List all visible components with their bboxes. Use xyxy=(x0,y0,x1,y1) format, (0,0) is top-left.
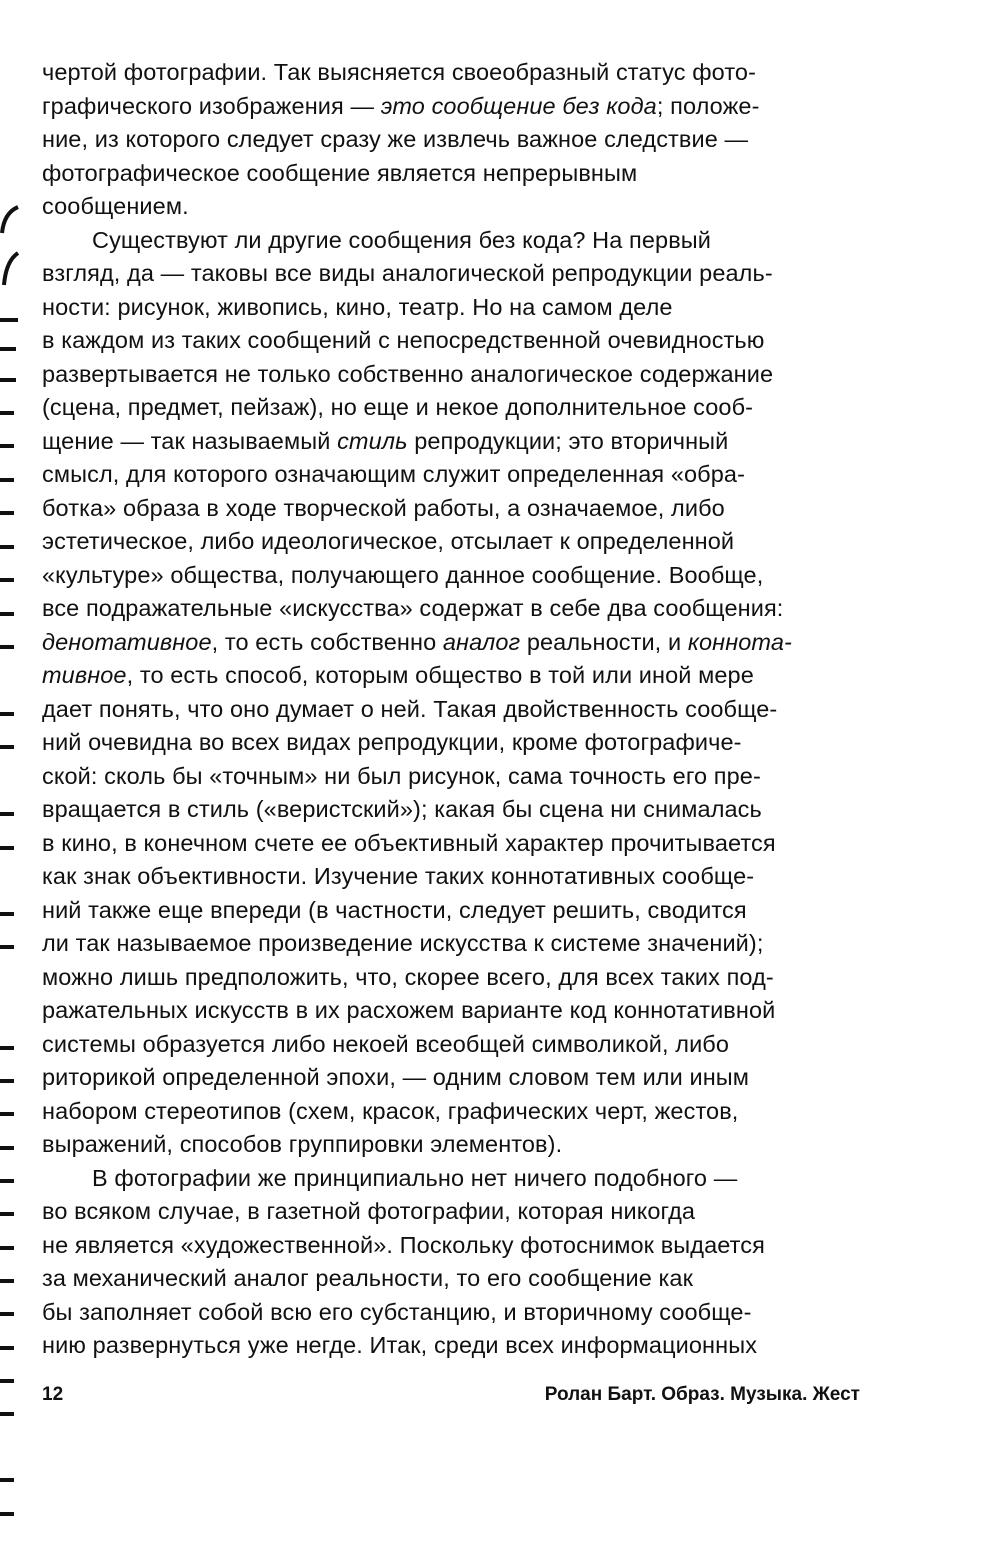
edge-mark xyxy=(0,478,14,482)
edge-mark xyxy=(0,912,14,916)
text-line: чертой фотографии. Так выясняется своеобразный статус фото- xyxy=(42,59,757,85)
italic-term: денотативное xyxy=(42,628,212,655)
text-line: эстетическое, либо идеологическое, отсылает к определенной xyxy=(42,528,735,554)
text-line: можно лишь предположить, что, скорее всего, для всех таких под- xyxy=(42,963,774,990)
edge-mark xyxy=(0,1512,14,1516)
text-line xyxy=(42,1162,862,1196)
text-line xyxy=(42,90,862,124)
text-line xyxy=(42,425,862,459)
edge-mark xyxy=(0,1146,14,1150)
edge-mark xyxy=(0,1212,14,1216)
text-run: щение — так называемый xyxy=(42,427,338,454)
text-line: все подражательные «искусства» содержат в себе два сообщения: xyxy=(42,595,784,621)
edge-mark xyxy=(0,578,14,582)
text-line: в каждом из таких сообщений с непосредственной очевидностью xyxy=(42,327,765,353)
text-line: нию развернуться уже негде. Итак, среди всех информационных xyxy=(42,1332,758,1358)
italic-term: это сообщение без кода xyxy=(380,92,657,119)
edge-mark xyxy=(0,1379,14,1383)
edge-mark xyxy=(0,378,16,382)
edge-mark xyxy=(0,1246,14,1250)
text-run: , то есть способ, которым общество в той или иной мере xyxy=(126,662,754,688)
edge-mark xyxy=(0,812,14,816)
italic-term: коннота- xyxy=(687,628,792,655)
text-line: выражений, способов группировки элементов). xyxy=(42,1131,563,1157)
edge-mark xyxy=(0,1079,14,1083)
text-run: реальности, и xyxy=(520,628,688,655)
text-run: , то есть собственно xyxy=(211,628,443,655)
edge-mark xyxy=(0,1179,14,1183)
text-line xyxy=(42,659,862,693)
edge-mark xyxy=(0,1112,14,1116)
edge-mark xyxy=(0,612,14,616)
edge-mark xyxy=(0,1312,14,1316)
edge-mark xyxy=(0,1346,14,1350)
text-line: в кино, в конечном счете ее объективный характер прочитывается xyxy=(42,829,776,856)
text-line: бы заполняет собой всю его субстанцию, и вторичному сообще- xyxy=(42,1298,752,1325)
text-run: репродукции; это вторичный xyxy=(407,427,729,454)
text-line: фотографическое сообщение является непрерывным xyxy=(42,159,638,186)
edge-mark xyxy=(0,444,14,448)
text-line: «культуре» общества, получающего данное сообщение. Вообще, xyxy=(42,561,764,588)
text-line: ской: сколь бы «точным» ни был рисунок, сама точность его пре- xyxy=(42,762,761,789)
text-run: В фотографии же принципиально нет ничего подобного — xyxy=(92,1164,738,1191)
body-text xyxy=(42,56,862,1363)
text-line: ли так называемое произведение искусства к системе значений); xyxy=(42,930,764,956)
text-line: дает понять, что оно думает о ней. Такая двойственность сообще- xyxy=(42,695,778,722)
edge-mark xyxy=(0,511,14,515)
edge-mark xyxy=(0,1046,14,1050)
text-line: ний также еще впереди (в частности, следует решить, сводится xyxy=(42,896,747,923)
edge-mark xyxy=(0,846,14,850)
text-line: (сцена, предмет, пейзаж), но еще и некое дополнительное сооб- xyxy=(42,394,754,420)
text-line: смысл, для которого означающим служит определенная «обра- xyxy=(42,461,746,487)
running-head: Ролан Барт. Образ. Музыка. Жест xyxy=(544,1384,860,1405)
text-line: вращается в стиль («веристский»); какая бы сцена ни снималась xyxy=(42,796,762,822)
edge-mark xyxy=(0,712,14,716)
italic-term: стиль xyxy=(337,427,408,454)
text-line: во всяком случае, в газетной фотографии, которая никогда xyxy=(42,1198,696,1224)
italic-term: тивное xyxy=(42,662,127,688)
edge-mark xyxy=(0,1279,14,1283)
text-line: ний очевидна во всех видах репродукции, кроме фотографиче- xyxy=(42,729,742,755)
text-line: сообщением. xyxy=(42,193,189,219)
text-line: ботка» образа в ходе творческой работы, а означаемое, либо xyxy=(42,494,725,521)
italic-term: аналог xyxy=(442,628,521,655)
edge-mark xyxy=(0,1478,14,1482)
edge-mark xyxy=(0,645,14,649)
text-line: ности: рисунок, живопись, кино, театр. Но на самом деле xyxy=(42,293,673,320)
edge-mark xyxy=(0,945,14,949)
text-line: набором стереотипов (схем, красок, графических черт, жестов, xyxy=(42,1097,739,1124)
edge-mark xyxy=(0,1412,14,1416)
edge-mark xyxy=(0,745,14,749)
text-line: как знак объективности. Изучение таких коннотативных сообще- xyxy=(42,863,755,889)
page-number: 12 xyxy=(42,1384,64,1405)
text-line: риторикой определенной эпохи, — одним словом тем или иным xyxy=(42,1064,750,1090)
page-edge-curve xyxy=(0,205,20,305)
edge-mark xyxy=(0,318,18,322)
page-footer xyxy=(42,1380,860,1410)
edge-mark xyxy=(0,347,16,351)
text-run: ; положе- xyxy=(656,92,760,119)
text-line: не является «художественной». Поскольку фотоснимок выдается xyxy=(42,1231,765,1258)
text-line: развертывается не только собственно аналогическое содержание xyxy=(42,360,774,387)
text-line: взгляд, да — таковы все виды аналогической репродукции реаль- xyxy=(42,260,773,286)
text-line: системы образуется либо некоей всеобщей символикой, либо xyxy=(42,1030,730,1057)
edge-mark xyxy=(0,411,14,415)
text-line xyxy=(42,626,862,660)
text-line: ние, из которого следует сразу же извлечь важное следствие — xyxy=(42,126,749,152)
edge-mark xyxy=(0,545,14,549)
text-run: графического изображения — xyxy=(42,92,381,119)
text-run: Существуют ли другие сообщения без кода? На первый xyxy=(92,226,712,253)
text-line xyxy=(42,224,862,258)
text-line: ражательных искусств в их расхожем варианте код коннотативной xyxy=(42,997,776,1023)
text-line: за механический аналог реальности, то его сообщение как xyxy=(42,1265,693,1291)
